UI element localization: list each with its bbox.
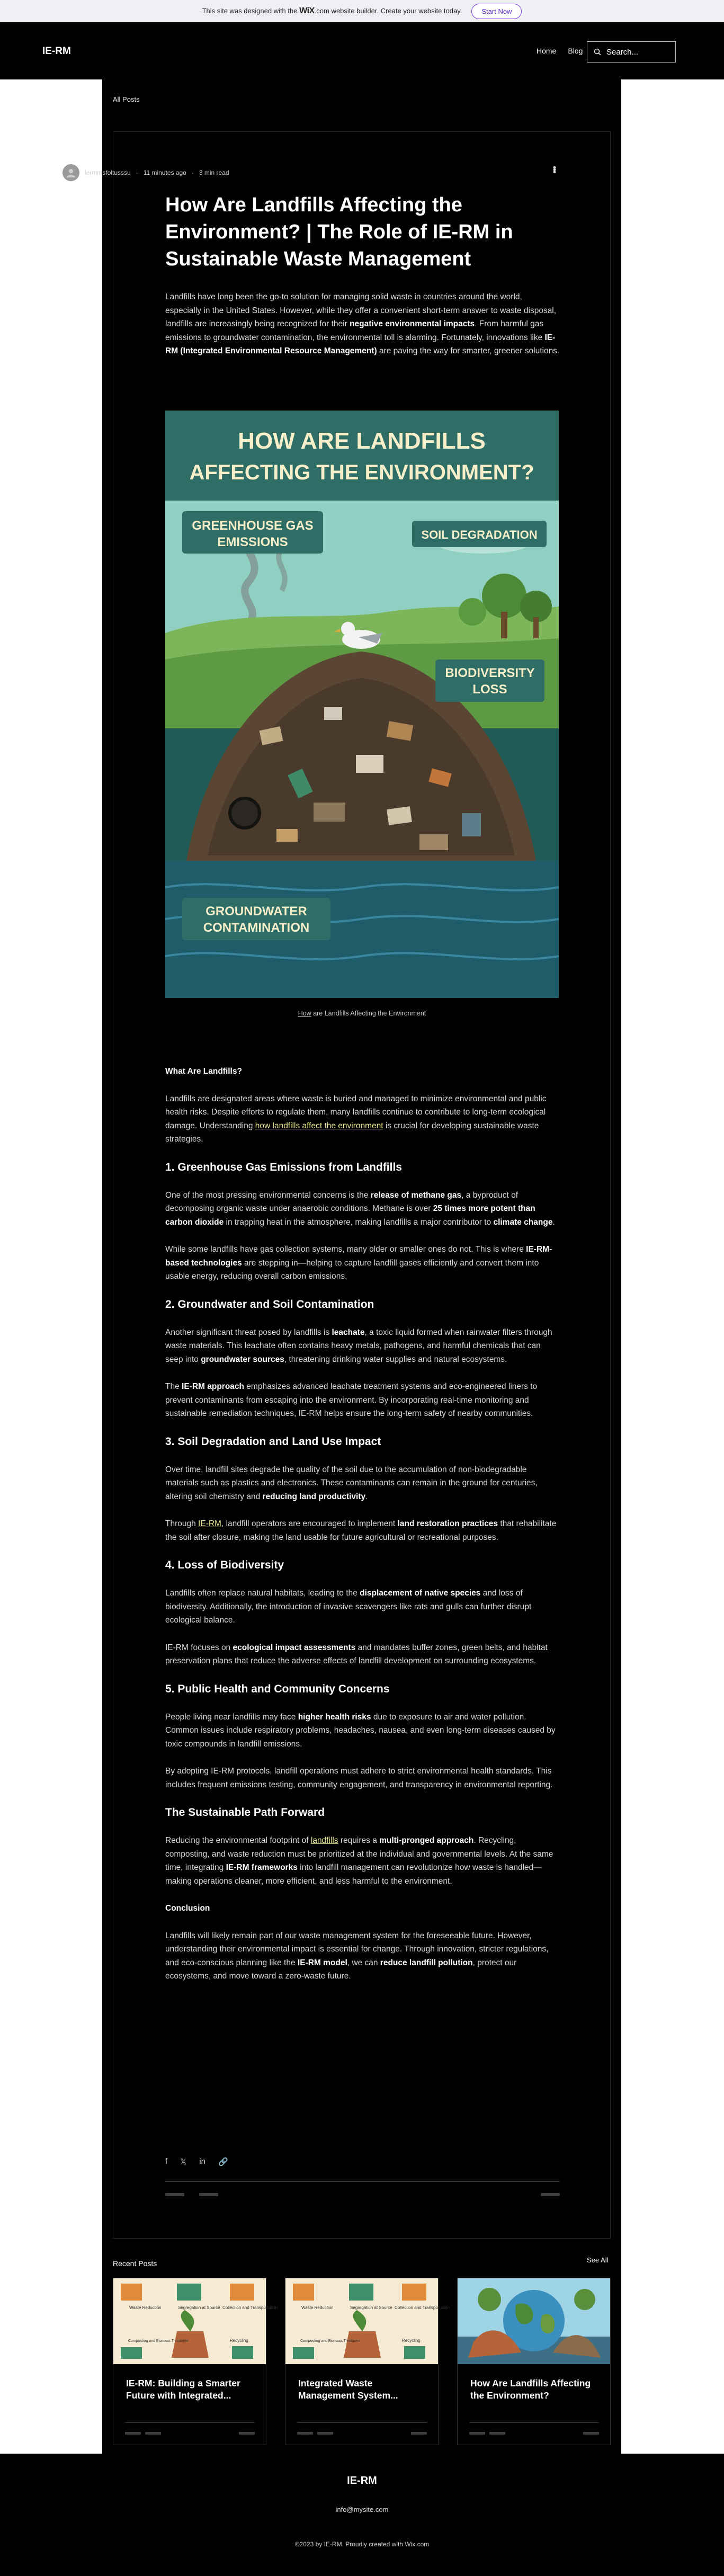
paragraph [165, 1517, 560, 1544]
intro-bold: IE-RM (Integrated Environmental Resource Management) [165, 333, 556, 355]
nav-home[interactable]: Home [537, 47, 557, 55]
banner-text [202, 6, 462, 16]
text: People living near landfills may face [165, 1712, 298, 1722]
thumb-label: Collection and Transportation [395, 2305, 450, 2310]
paragraph [165, 1710, 560, 1751]
search-input[interactable] [587, 41, 676, 63]
wix-banner [0, 0, 724, 22]
views-placeholder [165, 2193, 184, 2196]
text: into landfill management can revolutionize how waste is handled—making operations cleaner, more efficient, and less harmful to the environment. [165, 1863, 542, 1886]
site-logo[interactable]: IE-RM [42, 46, 71, 57]
bold: land restoration practices [397, 1519, 498, 1528]
all-posts-link[interactable]: All Posts [113, 95, 140, 103]
text: Another significant threat posed by landfills is [165, 1327, 332, 1337]
bold: reducing land productivity [262, 1492, 366, 1501]
text: Over time, landfill sites degrade the quality of the soil due to the accumulation of non-biodegradable materials such as plastics and electronics. These contaminants can remain in the ground for centuries, altering soil chemistry and [165, 1465, 538, 1501]
views-placeholder [469, 2432, 485, 2435]
text: Through [165, 1519, 199, 1528]
divider [297, 2422, 427, 2423]
caption-text: are Landfills Affecting the Environment [311, 1010, 426, 1017]
intro-text: are paving the way for smarter, greener solutions. [377, 346, 560, 355]
paragraph: By adopting IE-RM protocols, landfill operations must adhere to strict environmental health standards. This includes frequent emissions testing, community engagement, and transparency in environmental reporting. [165, 1767, 553, 1789]
text: IE-RM focuses on [165, 1643, 233, 1652]
bold: displacement of native species [360, 1589, 481, 1598]
article-body [165, 1065, 560, 1997]
likes-placeholder[interactable] [239, 2432, 255, 2435]
text: One of the most pressing environmental concerns is the [165, 1190, 371, 1200]
banner-text-after: .com website builder. Create your website today. [314, 7, 462, 15]
bold: release of methane gas [370, 1190, 462, 1200]
paragraph [165, 1586, 560, 1627]
post-title: How Are Landfills Affecting the Environment? | The Role of IE-RM in Sustainable Waste Management [165, 194, 513, 270]
text: and loss of biodiversity. Additionally, the introduction of invasive scavengers like rats and gulls can further disrupt ecological balance. [165, 1589, 532, 1625]
thumb-label: Collection and Transportation [222, 2305, 278, 2310]
heading-biodiversity: 4. Loss of Biodiversity [165, 1559, 284, 1571]
link-icon[interactable]: 🔗 [218, 2158, 228, 2167]
label-greenhouse-1: GREENHOUSE GAS [192, 519, 314, 533]
comments-placeholder [317, 2432, 333, 2435]
thumb-label: Waste Reduction [129, 2305, 162, 2310]
text: in trapping heat in the atmosphere, making landfills a major contributor to [224, 1217, 494, 1227]
label-groundwater-2: CONTAMINATION [203, 921, 310, 935]
thumb-label: Segregation at Source [350, 2305, 392, 2310]
label-biodiversity-1: BIODIVERSITY [445, 666, 535, 680]
dot-separator: · [191, 169, 194, 176]
search-placeholder: Search... [606, 47, 639, 57]
heading-soil: 3. Soil Degradation and Land Use Impact [165, 1435, 381, 1448]
title-band [165, 411, 559, 501]
dot-separator: · [136, 169, 138, 176]
nav-blog[interactable]: Blog [568, 47, 583, 55]
text: that rehabilitate the soil after closure, making the land usable for future agricultural or recreational purposes. [165, 1519, 557, 1542]
text: emphasizes advanced leachate treatment systems and eco-engineered liners to prevent contaminants from escaping into the environment. By incorporating real-time monitoring and sustainable remediation techniques, IE-RM helps ensure the long-term safety of nearby communities. [165, 1382, 538, 1418]
text: Landfills will likely remain part of our waste management system for the foreseeable future. However, understanding their environmental impact is essential for change. Through innovation, stricter regulations, and eco-conscious planning like the [165, 1931, 549, 1967]
post-time: 11 minutes ago [143, 169, 186, 176]
divider [165, 2181, 560, 2182]
text: . Recycling, composting, and waste reduction must be prioritized at the individual and governmental levels. At the same time, integrating [165, 1836, 553, 1872]
comments-placeholder [199, 2193, 218, 2196]
post-stats [165, 2193, 560, 2198]
recent-posts-title: Recent Posts [113, 2259, 157, 2268]
bold: IE-RM frameworks [226, 1863, 298, 1872]
heading-sustainable-path: The Sustainable Path Forward [165, 1806, 325, 1819]
thumb-label: Segregation at Source [178, 2305, 220, 2310]
likes-placeholder[interactable] [541, 2193, 560, 2196]
bold: reduce landfill pollution [380, 1958, 473, 1967]
bold: IE-RM approach [182, 1382, 244, 1391]
recent-post-title[interactable]: IE-RM: Building a Smarter Future with Integrated... [126, 2378, 240, 2401]
link-landfills[interactable]: landfills [310, 1836, 338, 1845]
link-how-landfills-affect[interactable]: how landfills affect the environment [255, 1121, 383, 1130]
recent-post-card[interactable] [113, 2278, 278, 2445]
text: is crucial for developing sustainable waste strategies. [165, 1121, 539, 1144]
banner-text-before: This site was designed with the [202, 7, 298, 15]
search-icon [594, 48, 601, 56]
more-actions-icon[interactable]: ••• [549, 166, 560, 173]
text: , landfill operators are encouraged to implement [221, 1519, 398, 1528]
author-name[interactable]: iermmsfoltusssu [85, 169, 131, 176]
text: Landfills often replace natural habitats, leading to the [165, 1589, 360, 1598]
recent-post-thumb [285, 2278, 450, 2364]
bold: IE-RM model [297, 1958, 347, 1967]
start-now-button[interactable]: Start Now [471, 4, 522, 19]
recent-post-thumb [113, 2278, 278, 2364]
label-greenhouse-2: EMISSIONS [217, 535, 288, 549]
text: due to exposure to air and water pollution. Common issues include respiratory problems, headaches, nausea, and even long-term diseases caused by toxic compounds in landfill emissions. [165, 1712, 556, 1749]
likes-placeholder[interactable] [583, 2432, 599, 2435]
thumb-label: Composting and Biomass Treatment [300, 2339, 361, 2343]
recent-post-card[interactable] [285, 2278, 450, 2445]
likes-placeholder[interactable] [411, 2432, 427, 2435]
paragraph [165, 1326, 560, 1367]
bold: leachate [332, 1327, 365, 1337]
text: . [365, 1492, 368, 1501]
intro-text: . From harmful gas emissions to groundwater contamination, the environmental toll is alarming. Fortunately, innovations like [165, 319, 545, 342]
post-intro [165, 290, 560, 358]
heading-public-health: 5. Public Health and Community Concerns [165, 1682, 390, 1695]
linkedin-icon[interactable]: in [199, 2157, 205, 2166]
text: , we can [347, 1958, 380, 1967]
avatar[interactable] [62, 164, 79, 181]
thumb-label: Recycling [230, 2338, 248, 2343]
bold: 25 times more potent than carbon dioxide [165, 1204, 535, 1227]
bold: IE-RM-based technologies [165, 1245, 552, 1268]
text: . [552, 1217, 555, 1227]
heading-groundwater: 2. Groundwater and Soil Contamination [165, 1298, 374, 1311]
image-caption [165, 1010, 559, 1017]
thumb-label: Waste Reduction [301, 2305, 334, 2310]
heading-what-are-landfills: What Are Landfills? [165, 1067, 242, 1076]
bold: higher health risks [298, 1712, 371, 1722]
site-footer [0, 2454, 724, 2576]
recent-post-title[interactable]: How Are Landfills Affecting the Environment? [470, 2378, 591, 2401]
text: , threatening drinking water supplies and natural ecosystems. [284, 1354, 507, 1364]
intro-bold: negative environmental impacts [350, 319, 475, 328]
footer-email[interactable]: info@mysite.com [335, 2506, 389, 2513]
divider [469, 2422, 599, 2423]
footer-logo[interactable]: IE-RM [347, 2475, 377, 2486]
facebook-icon[interactable]: f [165, 2157, 168, 2166]
author-row [62, 164, 229, 181]
bold: multi-pronged approach [379, 1836, 474, 1845]
wix-logo: WiX [299, 6, 315, 15]
bold: ecological impact assessments [233, 1643, 356, 1652]
user-icon [66, 167, 76, 178]
infographic-title-line1: HOW ARE LANDFILLS [238, 428, 486, 454]
caption-link[interactable]: How [298, 1010, 311, 1017]
thumb-label: Composting and Biomass Treatment [128, 2339, 189, 2343]
views-placeholder [125, 2432, 141, 2435]
text: While some landfills have gas collection systems, many older or smaller ones do not. This is where [165, 1245, 526, 1254]
heading-conclusion: Conclusion [165, 1904, 210, 1913]
paragraph [165, 1189, 560, 1229]
divider [125, 2422, 255, 2423]
see-all-link[interactable]: See All [587, 2256, 609, 2264]
label-soil: SOIL DEGRADATION [421, 528, 538, 541]
text: and mandates buffer zones, green belts, and habitat preservation plans that reduce the adverse effects of landfill development on surrounding ecosystems. [165, 1643, 548, 1665]
heading-greenhouse: 1. Greenhouse Gas Emissions from Landfills [165, 1161, 402, 1173]
link-ie-rm[interactable]: IE-RM [198, 1519, 221, 1528]
infographic-title-line2: AFFECTING THE ENVIRONMENT? [189, 461, 534, 484]
recent-post-title[interactable]: Integrated Waste Management System... [298, 2378, 398, 2401]
paragraph [165, 1834, 560, 1888]
text: , protect our ecosystems, and move toward a zero-waste future. [165, 1958, 517, 1981]
main-nav [537, 47, 583, 55]
recent-post-card[interactable] [457, 2278, 611, 2445]
label-groundwater-1: GROUNDWATER [205, 904, 307, 919]
footer-copyright: ©2023 by IE-RM. Proudly created with Wix.com [294, 2541, 430, 2548]
thumb-label: Recycling [402, 2338, 421, 2343]
comments-placeholder [489, 2432, 505, 2435]
paragraph [165, 1243, 560, 1283]
text: Reducing the environmental footprint of [165, 1836, 311, 1845]
recent-post-thumb [458, 2278, 610, 2364]
text: , a byproduct of decomposing organic waste under anaerobic conditions. Methane is over [165, 1190, 518, 1213]
bold: climate change [493, 1217, 553, 1227]
site-header [0, 22, 724, 79]
share-row [165, 2157, 228, 2167]
paragraph [165, 1463, 560, 1504]
infographic-art [165, 411, 559, 998]
text: are stepping in—helping to capture landfill gases efficiently and convert them into usable energy, reducing overall carbon emissions. [165, 1258, 539, 1281]
read-time: 3 min read [199, 169, 229, 176]
paragraph [165, 1929, 560, 1983]
paragraph [165, 1641, 560, 1668]
text: Landfills are designated areas where waste is buried and managed to minimize environmental and public health risks. Despite efforts to regulate them, many landfills continue to contribute to long-term ecological damage. Understanding [165, 1094, 547, 1130]
text: The [165, 1382, 182, 1391]
bold: groundwater sources [201, 1354, 284, 1364]
landfill-infographic[interactable] [165, 411, 559, 998]
label-biodiversity-2: LOSS [472, 682, 507, 697]
text: requires a [338, 1836, 380, 1845]
text: , a toxic liquid formed when rainwater filters through waste materials. This leachate often contains heavy metals, pathogens, and harmful chemicals that can seep into [165, 1327, 552, 1364]
intro-text: Landfills have long been the go-to solution for managing solid waste in countries around the world, especially in the United States. However, while they offer a convenient short-term answer to waste disposal, landfills are increasingly being recognized for their [165, 292, 557, 328]
paragraph [165, 1380, 560, 1421]
comments-placeholder [145, 2432, 161, 2435]
paragraph [165, 1092, 560, 1146]
views-placeholder [297, 2432, 313, 2435]
x-icon[interactable]: 𝕏 [180, 2158, 187, 2167]
